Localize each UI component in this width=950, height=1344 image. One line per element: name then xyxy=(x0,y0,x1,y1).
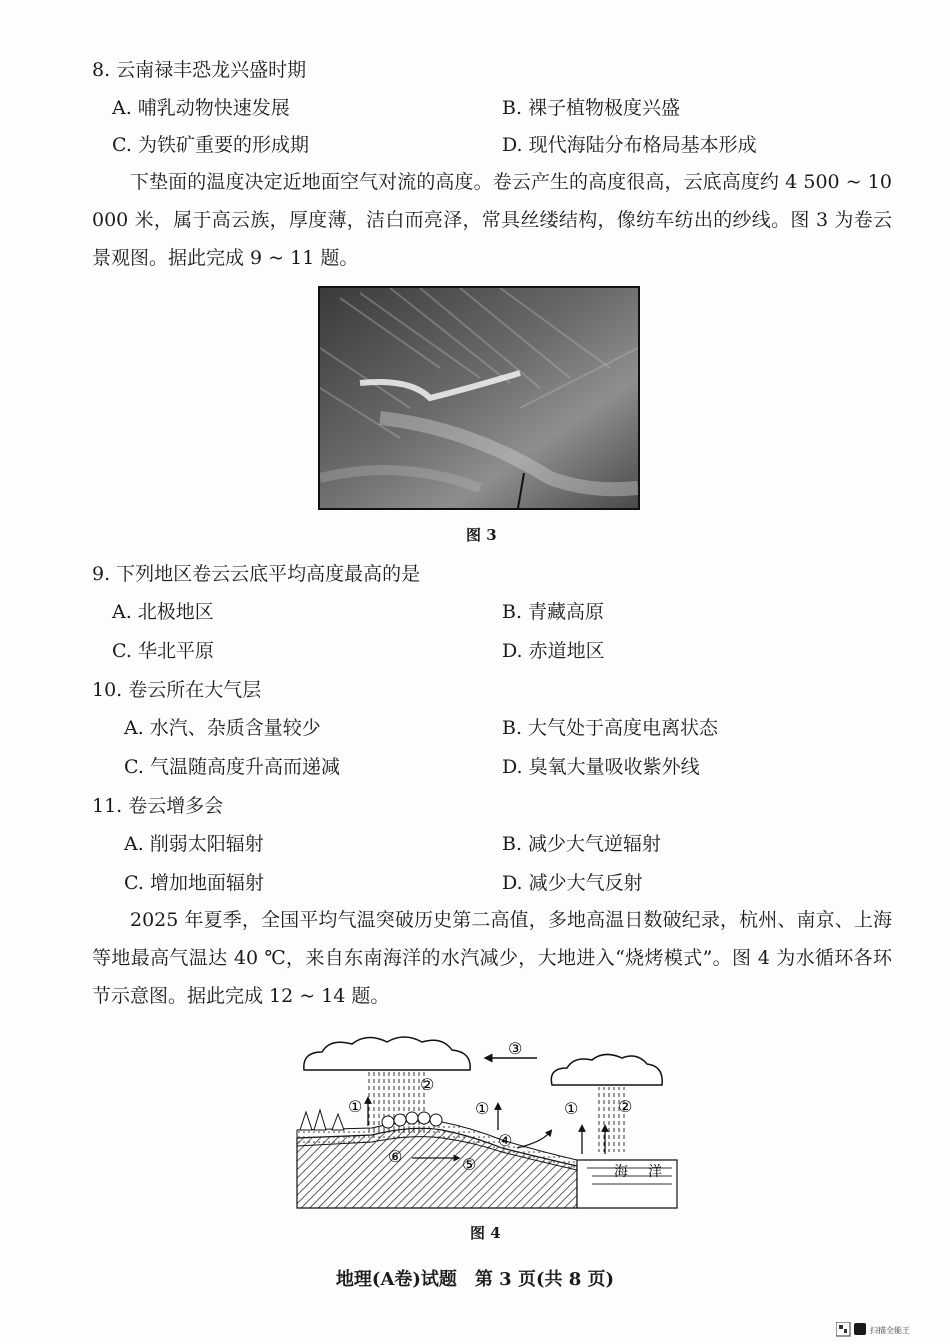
cirrus-cloud-photo xyxy=(318,286,640,510)
question-11-option-a: A. 削弱太阳辐射 xyxy=(124,833,264,855)
question-8-option-c: C. 为铁矿重要的形成期 xyxy=(112,134,309,156)
question-8-stem: 8. 云南禄丰恐龙兴盛时期 xyxy=(92,59,307,81)
right-cloud xyxy=(551,1054,662,1085)
question-11-option-b: B. 减少大气逆辐射 xyxy=(502,833,662,855)
passage-cirrus xyxy=(92,163,892,277)
passage-summer xyxy=(92,901,892,1015)
question-8-option-a: A. 哺乳动物快速发展 xyxy=(112,97,290,119)
question-8-option-d: D. 现代海陆分布格局基本形成 xyxy=(502,134,757,156)
scanner-watermark xyxy=(836,1322,936,1338)
question-10-option-d: D. 臭氧大量吸收紫外线 xyxy=(502,756,700,778)
label-1-right: ① xyxy=(564,1099,579,1118)
label-6: ⑥ xyxy=(388,1147,403,1166)
figure-3-caption: 图 3 xyxy=(466,526,497,544)
question-11-option-c: C. 增加地面辐射 xyxy=(124,872,264,894)
figure-4-caption: 图 4 xyxy=(470,1224,501,1242)
label-1-left: ① xyxy=(348,1097,363,1116)
passage-cirrus-text: 下垫面的温度决定近地面空气对流的高度。卷云产生的高度很高，云底高度约 4 500 ~ 10 000 米，属于高云族，厚度薄，洁白而亮泽，常具丝缕结构，像纺车纺出的纱线。图 3 为卷云景观图。据此完成 9 ~ 11 题。 xyxy=(92,171,892,269)
question-10-option-b: B. 大气处于高度电离状态 xyxy=(502,717,719,739)
left-cloud xyxy=(304,1037,470,1070)
question-11-option-d: D. 减少大气反射 xyxy=(502,872,643,894)
question-11-stem: 11. 卷云增多会 xyxy=(92,795,224,817)
question-9-option-b: B. 青藏高原 xyxy=(502,601,605,623)
scanner-app-icon xyxy=(854,1323,866,1335)
label-sea-2: 洋 xyxy=(648,1164,662,1180)
question-9-option-a: A. 北极地区 xyxy=(112,601,214,623)
label-3: ③ xyxy=(508,1039,523,1058)
label-2-left: ② xyxy=(420,1075,435,1094)
label-5: ⑤ xyxy=(462,1155,477,1174)
label-4: ④ xyxy=(498,1131,513,1150)
question-10-option-c: C. 气温随高度升高而递减 xyxy=(124,756,340,778)
label-sea-1: 海 xyxy=(614,1164,628,1180)
water-cycle-drawing xyxy=(292,1030,682,1210)
page-footer: 地理(A卷)试题 第 3 页(共 8 页) xyxy=(335,1269,615,1290)
question-10-stem: 10. 卷云所在大气层 xyxy=(92,679,262,701)
question-10-option-a: A. 水汽、杂质含量较少 xyxy=(124,717,321,739)
label-1-middle: ① xyxy=(475,1099,490,1118)
question-9-option-c: C. 华北平原 xyxy=(112,640,214,662)
scanner-watermark-text: 扫描全能王 xyxy=(870,1326,910,1335)
question-8-option-b: B. 裸子植物极度兴盛 xyxy=(502,97,681,119)
question-9-stem: 9. 下列地区卷云云底平均高度最高的是 xyxy=(92,563,421,585)
label-2-right: ② xyxy=(618,1097,633,1116)
cirrus-photo-drawing xyxy=(320,288,638,508)
passage-summer-text: 2025 年夏季，全国平均气温突破历史第二高值，多地高温日数破纪录，杭州、南京、上海等地最高气温达 40 ℃，来自东南海洋的水汽减少，大地进入“烧烤模式”。图 4 为水循环各环节示意图。据此完成 12 ~ 14 题。 xyxy=(92,909,892,1007)
question-9-option-d: D. 赤道地区 xyxy=(502,640,605,662)
water-cycle-diagram xyxy=(292,1030,682,1210)
